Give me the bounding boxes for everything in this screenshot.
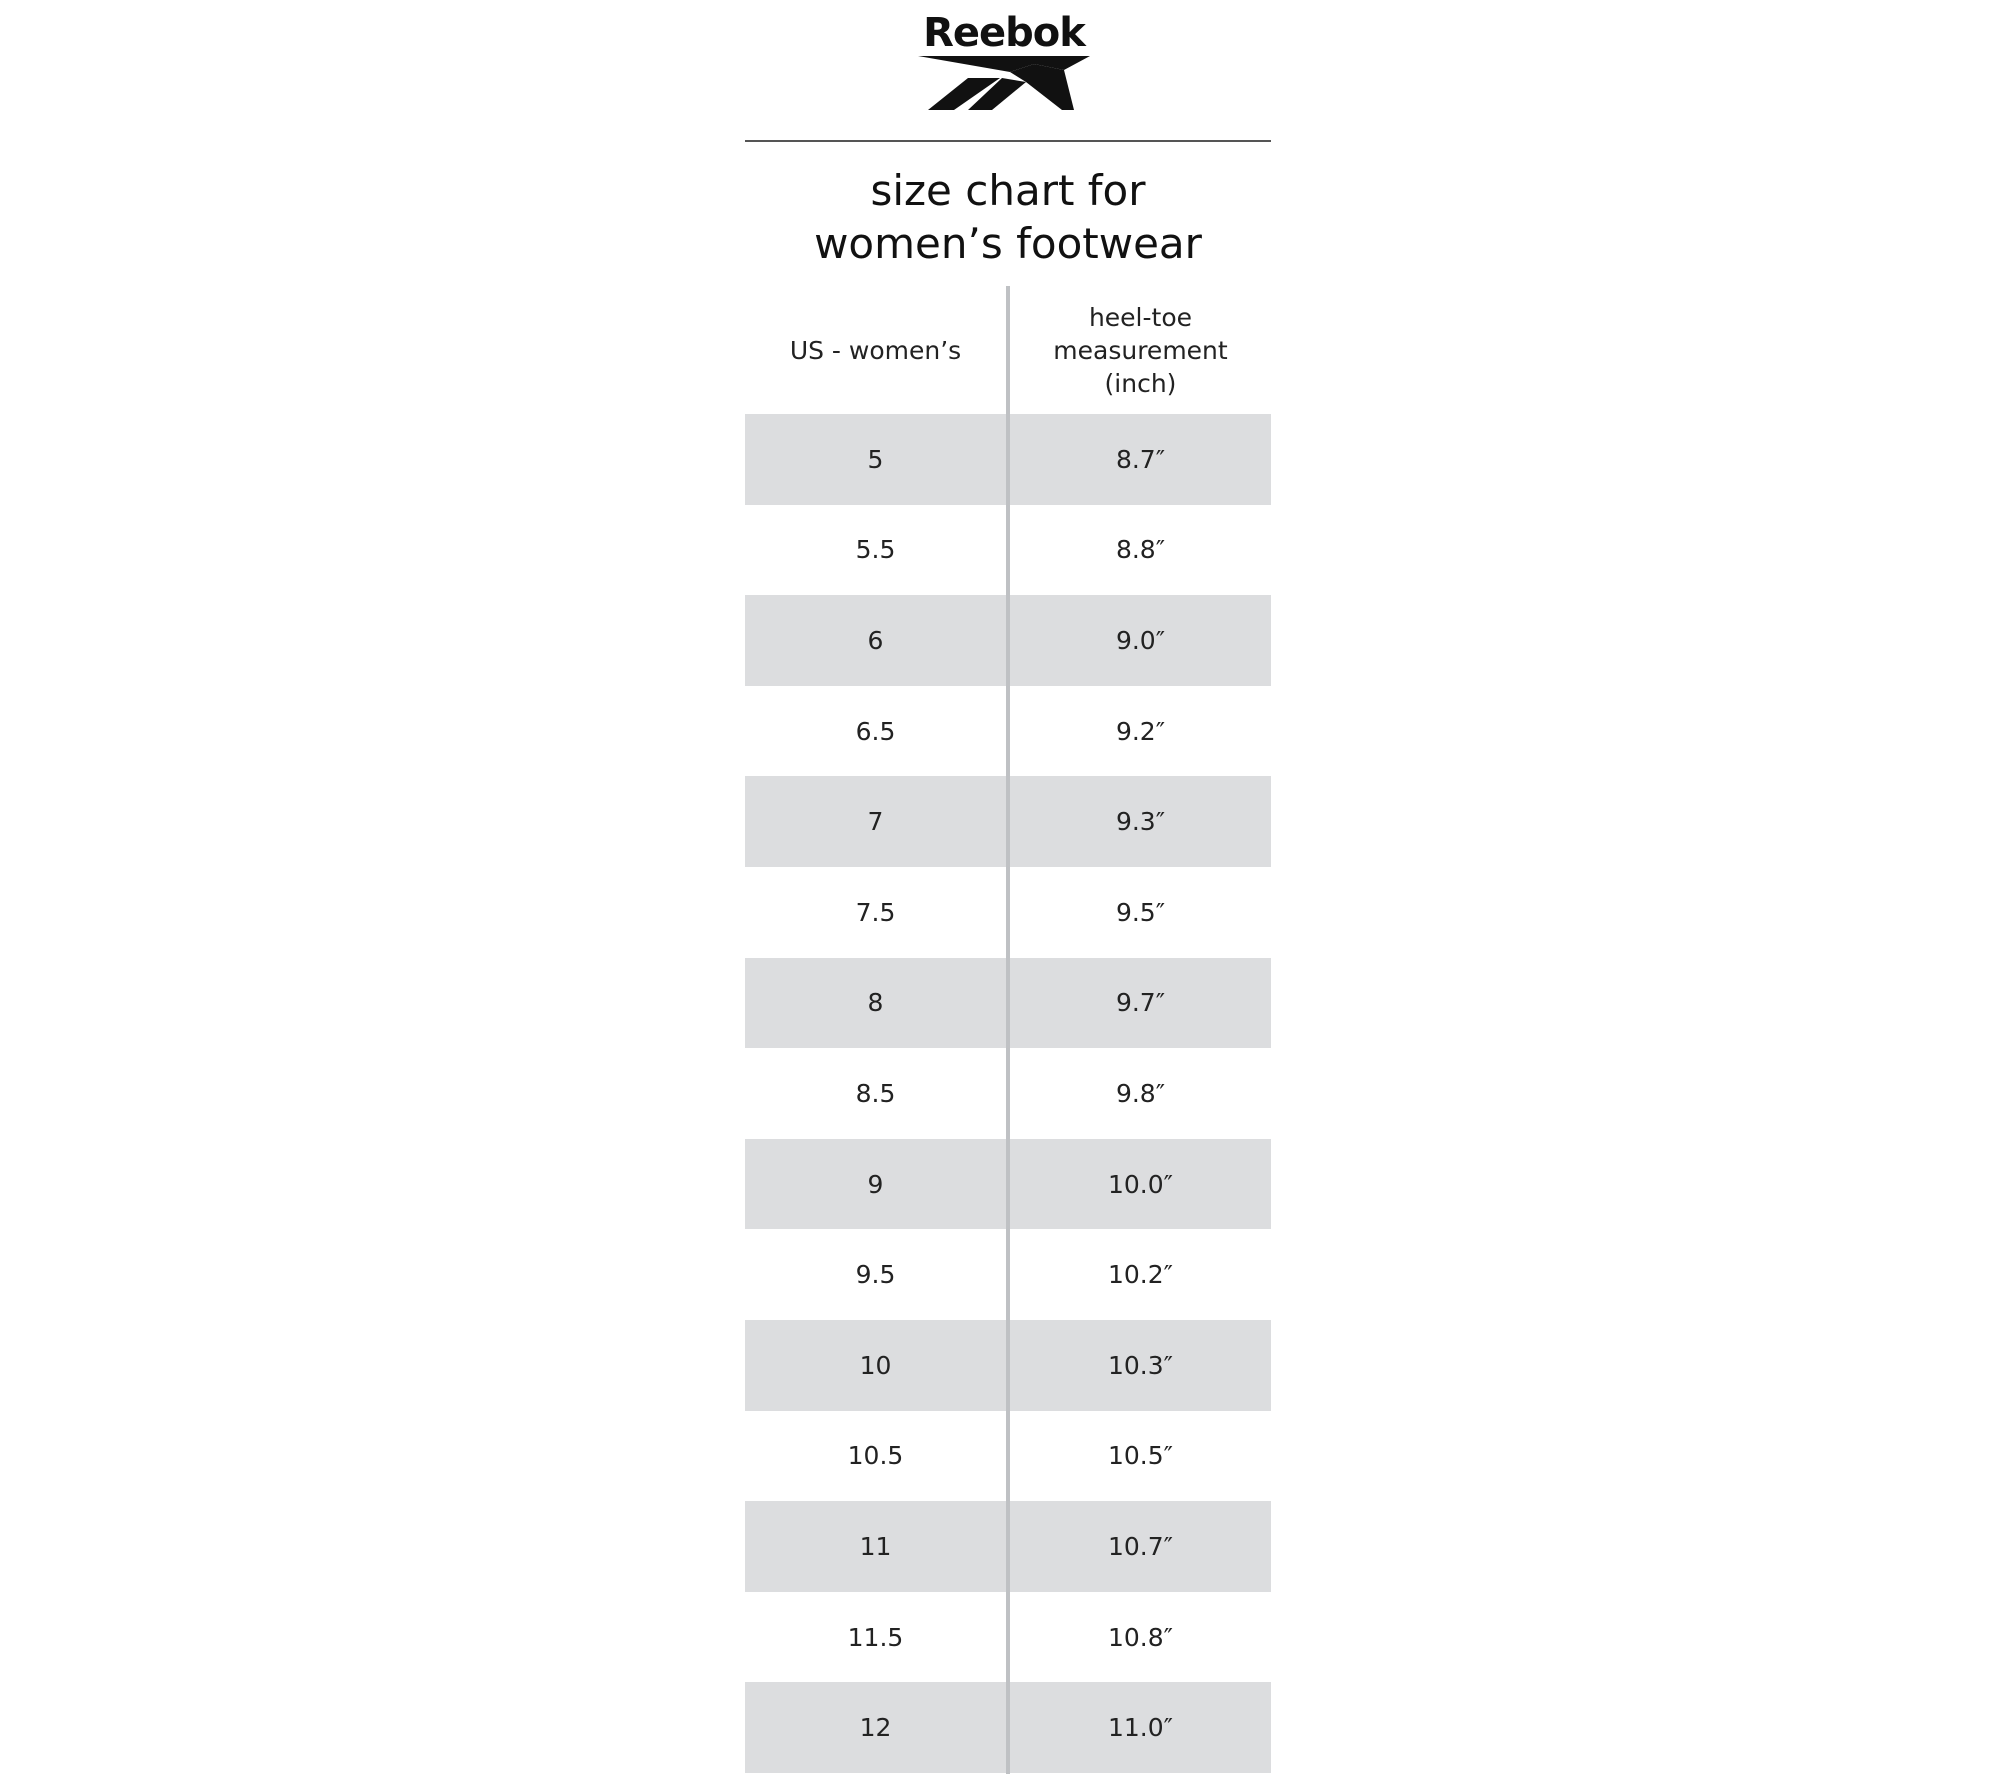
table-row: [745, 1320, 1271, 1411]
column-header-measurement-line-1: heel-toe: [1088, 302, 1193, 332]
size-cell: 9: [745, 1139, 1006, 1230]
page-title: [745, 164, 1271, 270]
size-cell: 10: [745, 1320, 1006, 1411]
table-row: [745, 776, 1271, 867]
table-row: [745, 414, 1271, 505]
column-header-measurement-line-3: (inch): [1104, 368, 1177, 398]
table-row: [745, 595, 1271, 686]
measurement-cell: 9.2″: [1115, 716, 1166, 746]
measurement-cell: 10.3″: [1010, 1320, 1271, 1411]
header-divider: [745, 140, 1271, 142]
size-chart-table: [745, 286, 1271, 1774]
size-cell: 11: [745, 1501, 1006, 1592]
table-row: [745, 1411, 1271, 1502]
column-header-size-label: US - women’s: [789, 335, 962, 365]
table-row: [745, 1592, 1271, 1683]
size-cell: 6.5: [855, 716, 896, 746]
measurement-cell: 9.7″: [1010, 958, 1271, 1049]
measurement-cell: 10.8″: [1107, 1622, 1173, 1652]
size-cell: 7.5: [855, 897, 896, 927]
table-row: [745, 505, 1271, 596]
column-header-measurement-line-2: measurement: [1053, 335, 1228, 365]
size-cell: 5.5: [855, 535, 896, 565]
size-cell: 9.5: [855, 1260, 896, 1290]
table-row: [745, 1048, 1271, 1139]
size-cell: 12: [745, 1682, 1006, 1773]
reebok-vector-logo-icon: [914, 54, 1094, 112]
measurement-cell: 8.7″: [1010, 414, 1271, 505]
measurement-cell: 10.2″: [1107, 1260, 1173, 1290]
table-row: [745, 867, 1271, 958]
size-cell: 7: [745, 776, 1006, 867]
measurement-cell: 10.7″: [1010, 1501, 1271, 1592]
table-row: [745, 1229, 1271, 1320]
size-cell: 5: [745, 414, 1006, 505]
measurement-cell: 10.0″: [1010, 1139, 1271, 1230]
brand-logo: [914, 10, 1094, 110]
table-row: [745, 1682, 1271, 1773]
measurement-cell: 9.3″: [1010, 776, 1271, 867]
measurement-cell: 10.5″: [1107, 1441, 1173, 1471]
title-line-2: women’s footwear: [814, 219, 1202, 268]
measurement-cell: 9.8″: [1115, 1078, 1166, 1108]
size-cell: 8.5: [855, 1078, 896, 1108]
size-cell: 10.5: [847, 1441, 904, 1471]
measurement-cell: 9.0″: [1010, 595, 1271, 686]
measurement-cell: 11.0″: [1010, 1682, 1271, 1773]
brand-wordmark: Reebok: [923, 10, 1085, 56]
size-cell: 8: [745, 958, 1006, 1049]
table-row: [745, 1139, 1271, 1230]
size-cell: 11.5: [847, 1622, 904, 1652]
table-row: [745, 686, 1271, 777]
measurement-cell: 9.5″: [1115, 897, 1166, 927]
column-header-size: [745, 286, 1006, 414]
column-header-measurement: [1010, 286, 1271, 414]
measurement-cell: 8.8″: [1115, 535, 1166, 565]
table-row: [745, 958, 1271, 1049]
title-line-1: size chart for: [870, 166, 1146, 215]
table-row: [745, 1501, 1271, 1592]
size-cell: 6: [745, 595, 1006, 686]
table-body: [745, 414, 1271, 1773]
